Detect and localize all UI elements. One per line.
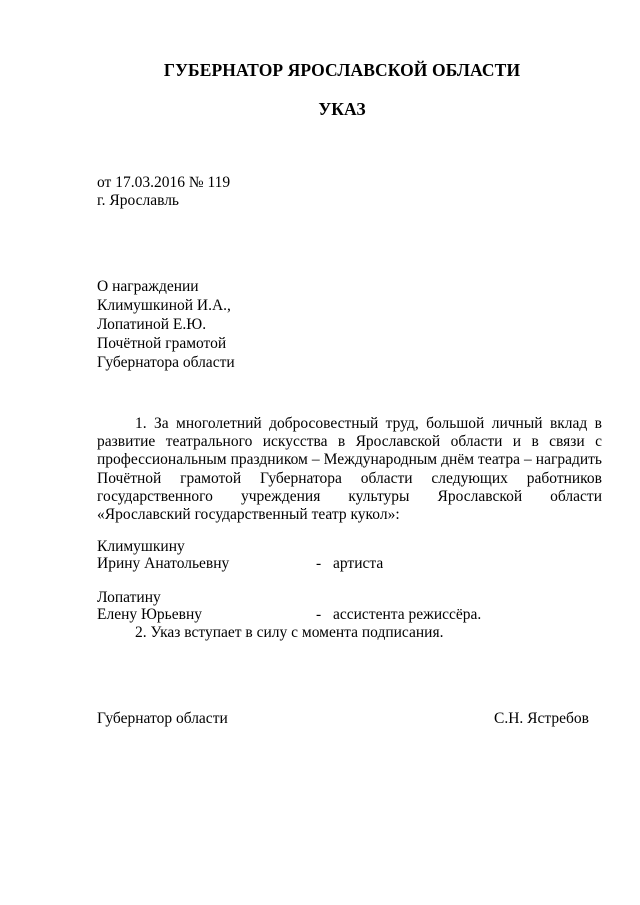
awardee-1-role: артиста — [333, 555, 384, 572]
date-number: от 17.03.2016 № 119 — [97, 174, 231, 191]
document-type-heading: УКАЗ — [318, 99, 366, 119]
subject-line: Климушкиной И.А., — [97, 297, 231, 314]
subject-line: Лопатиной Е.Ю. — [97, 316, 207, 333]
authority-heading: ГУБЕРНАТОР ЯРОСЛАВСКОЙ ОБЛАСТИ — [163, 60, 521, 80]
signature-name: С.Н. Ястребов — [494, 710, 589, 727]
awardee-1-surname: Климушкину — [97, 538, 185, 555]
awardee-2-surname: Лопатину — [97, 589, 161, 606]
paragraph-2: 2. Указ вступает в силу с момента подписания. — [135, 624, 444, 641]
awardee-1-dash: - — [316, 555, 322, 572]
subject-line: Губернатора области — [97, 354, 235, 371]
paragraph-1: 1. За многолетний добросовестный труд, большой личный вклад в развитие театрального искусства в Ярославской области и в связи с профессиональным праздником – Международным днём театра – наградить Почётной грамотой Губернатора области следующих работников государственного учреждения культуры Ярославской области «Ярославский государственный театр кукол»: — [97, 415, 602, 524]
awardee-2-dash: - — [316, 606, 322, 623]
subject-block — [97, 277, 235, 372]
city: г. Ярославль — [97, 192, 179, 209]
awardee-2-role: ассистента режиссёра. — [333, 606, 482, 623]
subject-line: О награждении — [97, 278, 199, 295]
awardee-1-name: Ирину Анатольевну — [97, 555, 230, 572]
awardee-2-name: Елену Юрьевну — [97, 606, 202, 623]
subject-line: Почётной грамотой — [97, 335, 227, 352]
signature-position: Губернатор области — [97, 710, 228, 727]
